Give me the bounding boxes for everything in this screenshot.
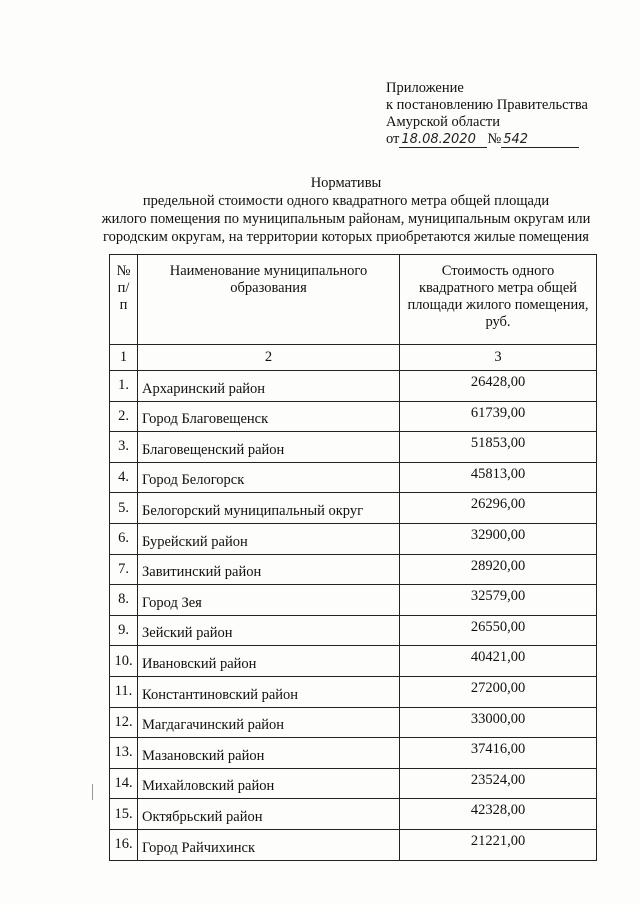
- appendix-reference: к постановлению Правительства: [386, 97, 588, 113]
- table-row: [110, 371, 597, 402]
- cost-value-cell: 37416,00: [400, 738, 597, 769]
- row-number-cell: 6.: [110, 523, 138, 554]
- appendix-date-number: [386, 131, 588, 148]
- date-prefix: от: [386, 131, 400, 147]
- heading-line-3: жилого помещения по муниципальным районам, муниципальным округам или: [101, 211, 591, 227]
- cost-value-cell: 21221,00: [400, 829, 597, 860]
- table-row: [110, 401, 597, 432]
- cost-value-cell: 42328,00: [400, 799, 597, 830]
- row-number-cell: 3.: [110, 432, 138, 463]
- header-cost: Стоимость одного квадратного метра общей площади жилого помещения, руб.: [400, 255, 597, 345]
- row-number-cell: 13.: [110, 738, 138, 769]
- cost-value-cell: 40421,00: [400, 646, 597, 677]
- heading-line-2: предельной стоимости одного квадратного метра общей площади: [142, 193, 550, 209]
- document-heading: [96, 174, 596, 246]
- cost-value-cell: 27200,00: [400, 676, 597, 707]
- municipality-name-cell: Мазановский район: [138, 738, 400, 769]
- municipality-name-cell: Завитинский район: [138, 554, 400, 585]
- municipality-name-cell: Город Белогорск: [138, 462, 400, 493]
- municipality-name-cell: Бурейский район: [138, 523, 400, 554]
- handwritten-date: 18.08.2020: [399, 133, 487, 148]
- header-number: № п/п: [110, 255, 138, 345]
- row-number-cell: 14.: [110, 768, 138, 799]
- table-row: [110, 829, 597, 860]
- table-row: [110, 707, 597, 738]
- row-number-cell: 2.: [110, 401, 138, 432]
- cost-value-cell: 33000,00: [400, 707, 597, 738]
- cost-value-cell: 32900,00: [400, 523, 597, 554]
- municipality-name-cell: Благовещенский район: [138, 432, 400, 463]
- table-row: [110, 493, 597, 524]
- row-number-cell: 16.: [110, 829, 138, 860]
- heading-line-4: городским округам, на территории которых приобретаются жилые помещения: [103, 229, 589, 245]
- row-number-cell: 8.: [110, 585, 138, 616]
- header-name: Наименование муниципального образования: [138, 255, 400, 345]
- cost-value-cell: 32579,00: [400, 585, 597, 616]
- cost-value-cell: 61739,00: [400, 401, 597, 432]
- table-row: [110, 676, 597, 707]
- municipality-name-cell: Город Зея: [138, 585, 400, 616]
- row-number-cell: 12.: [110, 707, 138, 738]
- table-row: [110, 585, 597, 616]
- municipality-name-cell: Октябрьский район: [138, 799, 400, 830]
- table-row: [110, 554, 597, 585]
- municipality-name-cell: Константиновский район: [138, 676, 400, 707]
- municipality-name-cell: Архаринский район: [138, 371, 400, 402]
- column-index-cell: 3: [400, 345, 597, 371]
- table-header-row: [110, 255, 597, 345]
- table-row: [110, 615, 597, 646]
- appendix-block: [386, 80, 588, 148]
- row-number-cell: 11.: [110, 676, 138, 707]
- column-index-row: [110, 345, 597, 371]
- row-number-cell: 7.: [110, 554, 138, 585]
- cost-value-cell: 26296,00: [400, 493, 597, 524]
- row-number-cell: 10.: [110, 646, 138, 677]
- cost-value-cell: 26428,00: [400, 371, 597, 402]
- table-row: [110, 462, 597, 493]
- cost-value-cell: 45813,00: [400, 462, 597, 493]
- column-index-cell: 1: [110, 345, 138, 371]
- table-row: [110, 523, 597, 554]
- municipality-name-cell: Зейский район: [138, 615, 400, 646]
- row-number-cell: 9.: [110, 615, 138, 646]
- row-number-cell: 1.: [110, 371, 138, 402]
- municipality-name-cell: Ивановский район: [138, 646, 400, 677]
- handwritten-number: 542: [501, 133, 579, 148]
- cost-value-cell: 28920,00: [400, 554, 597, 585]
- column-index-cell: 2: [138, 345, 400, 371]
- table-row: [110, 432, 597, 463]
- row-number-cell: 5.: [110, 493, 138, 524]
- appendix-title: Приложение: [386, 80, 464, 96]
- norms-table: [109, 254, 597, 861]
- municipality-name-cell: Город Благовещенск: [138, 401, 400, 432]
- number-prefix: №: [487, 131, 502, 147]
- scan-margin-mark: [92, 784, 93, 800]
- table-row: [110, 646, 597, 677]
- municipality-name-cell: Магдагачинский район: [138, 707, 400, 738]
- heading-title: Нормативы: [310, 175, 382, 191]
- cost-value-cell: 51853,00: [400, 432, 597, 463]
- municipality-name-cell: Белогорский муниципальный округ: [138, 493, 400, 524]
- table-row: [110, 768, 597, 799]
- row-number-cell: 4.: [110, 462, 138, 493]
- appendix-region: Амурской области: [386, 114, 500, 130]
- table-row: [110, 738, 597, 769]
- row-number-cell: 15.: [110, 799, 138, 830]
- table-row: [110, 799, 597, 830]
- cost-value-cell: 26550,00: [400, 615, 597, 646]
- cost-value-cell: 23524,00: [400, 768, 597, 799]
- municipality-name-cell: Город Райчихинск: [138, 829, 400, 860]
- municipality-name-cell: Михайловский район: [138, 768, 400, 799]
